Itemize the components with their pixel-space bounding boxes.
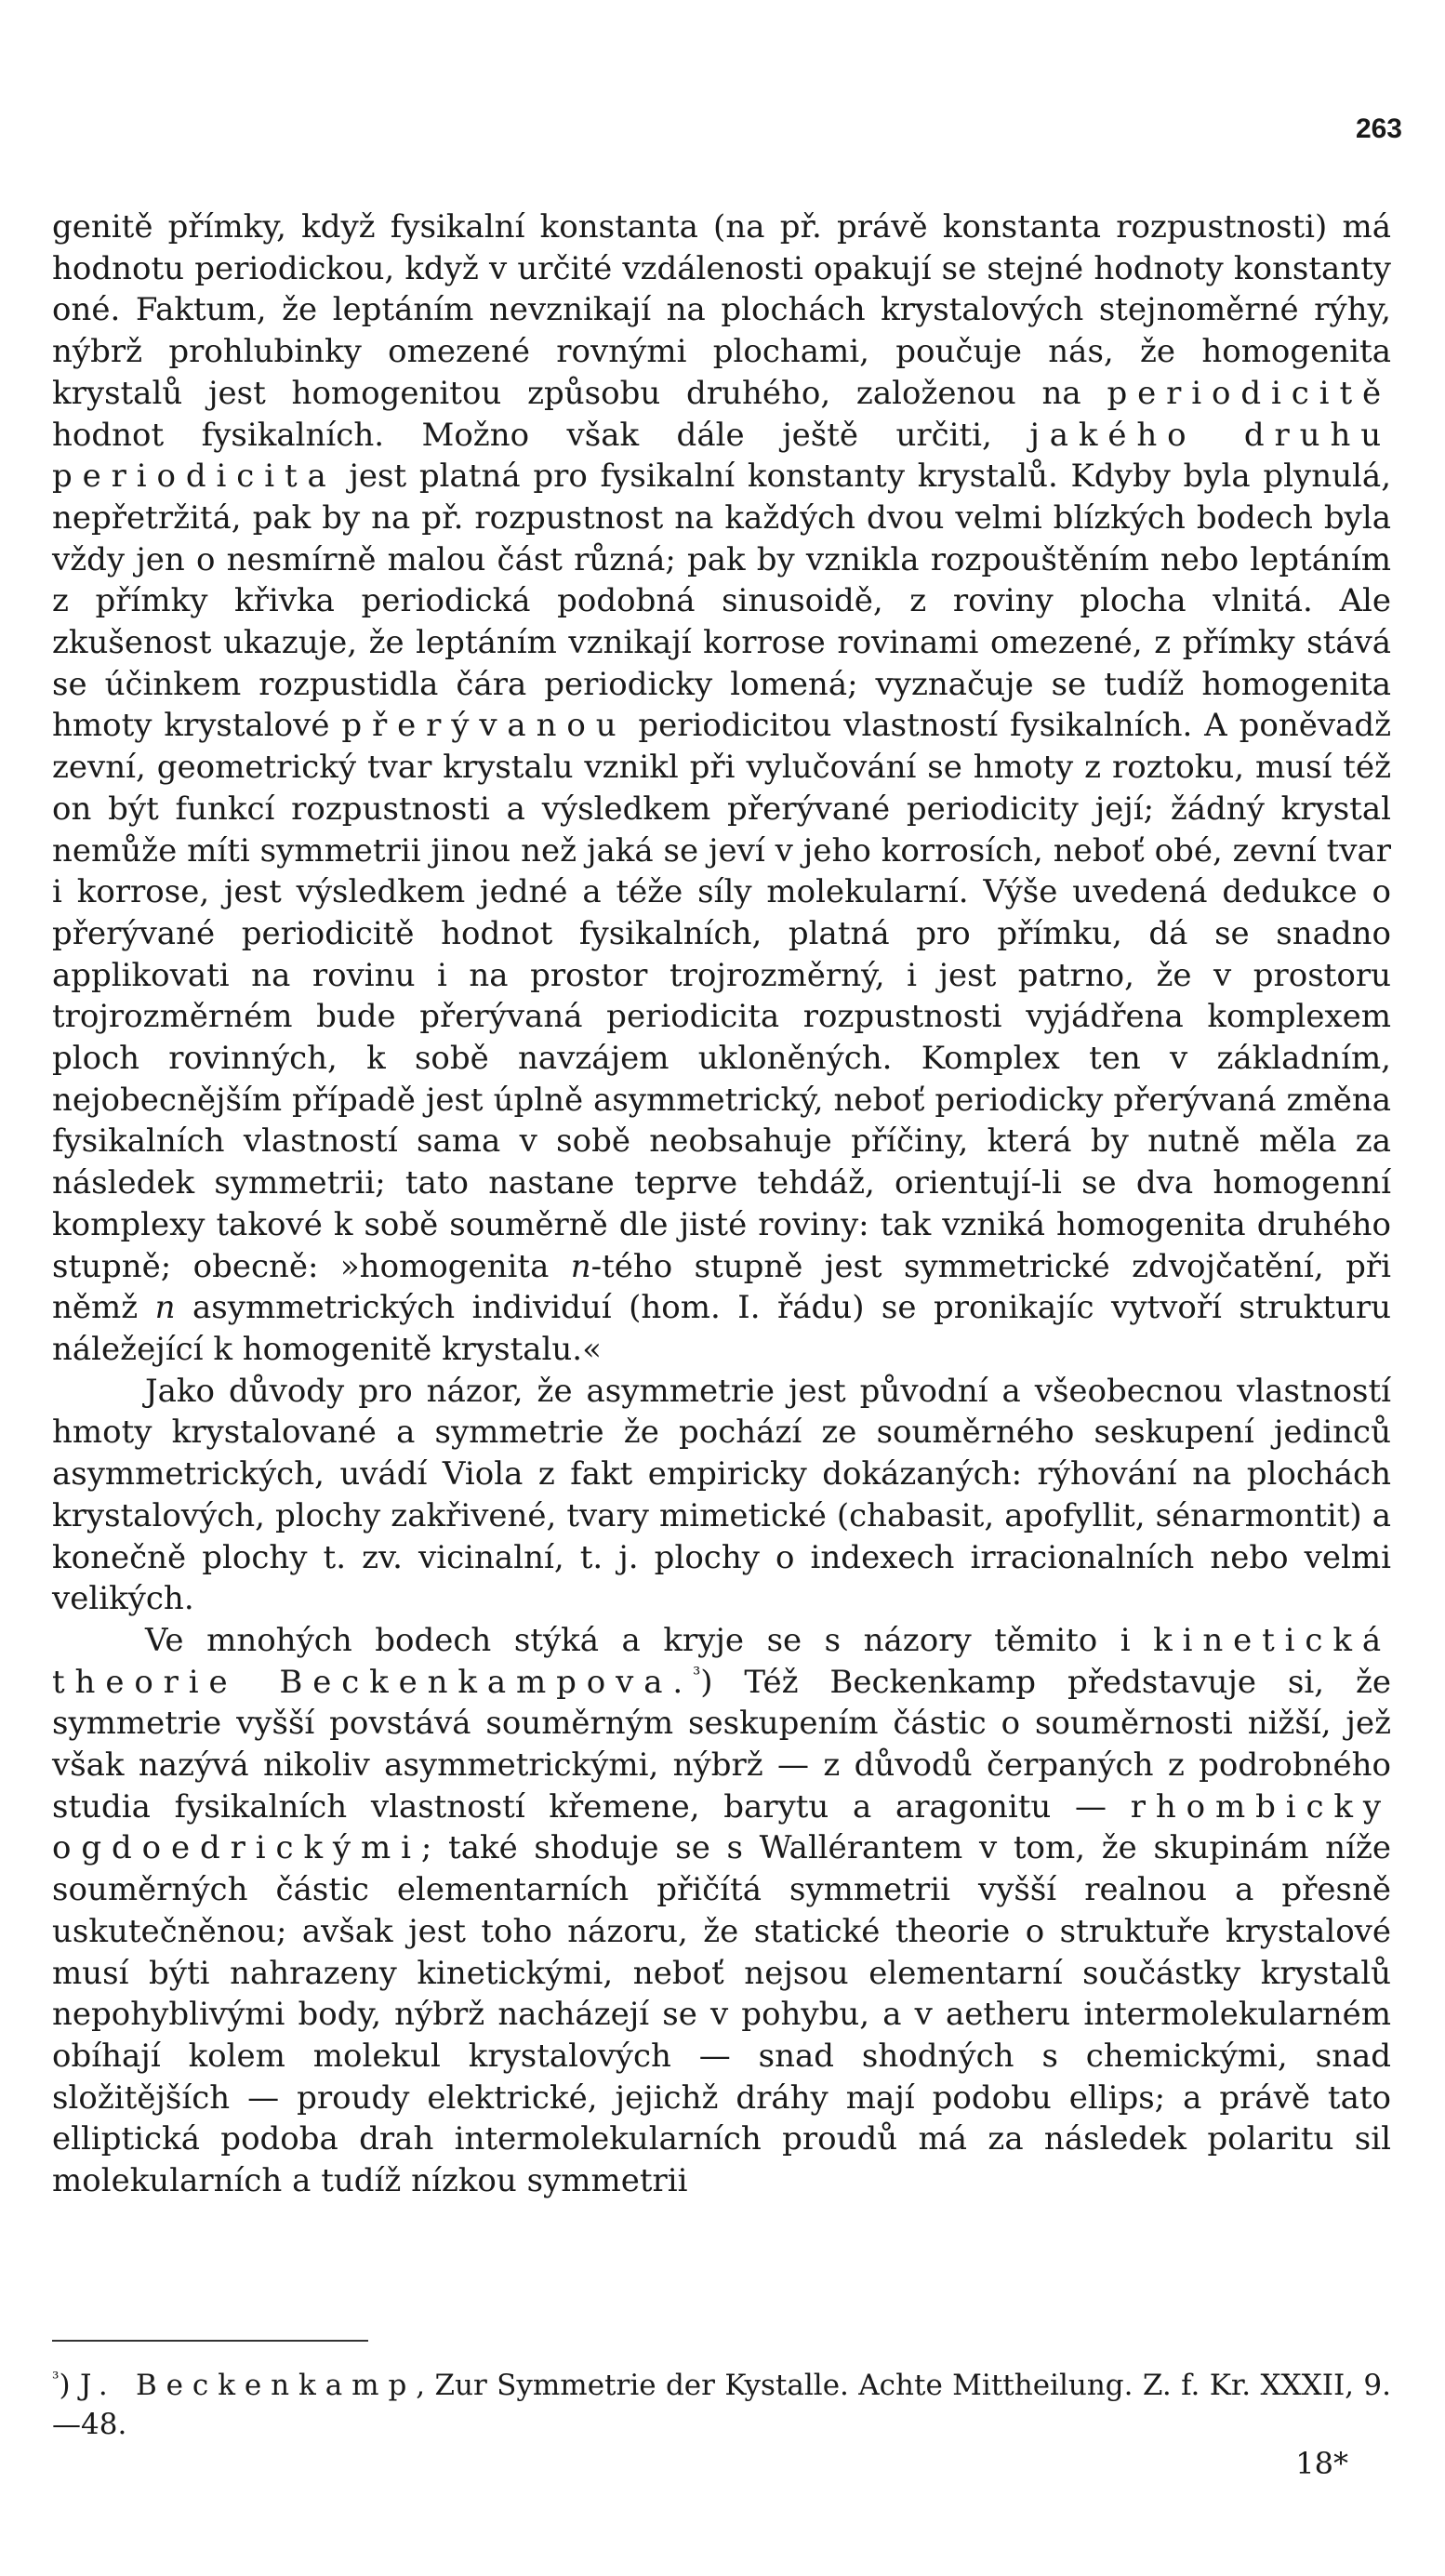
text-run: Ve mnohých bodech stýká a kryje se s názory těmito i	[145, 1621, 1154, 1659]
text-run: periodicitou vlastností fysikalních. A poněvadž zevní, geometrický tvar krystalu vznikl při vylučování se hmoty z roztoku, musí též on být funkcí rozpustnosti a výsledkem přerývané periodicity její; žádný krystal nemůže míti symmetrii jinou než jaká se jeví v jeho korrosích, neboť obé, zevní tvar i korrose, jest výsledkem jedné a téže síly molekularní. Výše uvedená dedukce o přerývané periodicitě hodnot fysikalních, platná pro přímku, dá se snadno applikovati na rovinu i na prostor trojrozměrný, i jest patrno, že v prostoru trojrozměrném bude přerývaná periodicita rozpustnosti vyjádřena komplexem ploch rovinných, k sobě navzájem ukloněných. Komplex ten v základním, nejobecnějším případě jest úplně asymmetrický, neboť periodicky přerývaná změna fysikalních vlastností sama v sobě neobsahuje příčiny, která by nutně měla za následek symmetrii; tato nastane teprve tehdáž, orientují-li se dva homogenní komplexy takové k sobě souměrně dle jisté roviny: tak vzniká homogenita druhého stupně; obecně: »homogenita	[52, 707, 1392, 1285]
paragraph-1	[52, 206, 1391, 1371]
text-run: asymmetrických individuí (hom. I. řádu) se pronikajíc vytvoří strukturu náležející k homogenitě krystalu.«	[52, 1289, 1391, 1368]
paragraph-2	[52, 1371, 1391, 1620]
text-run: Jako důvody pro názor, že asymmetrie jest původní a všeobecnou vlastností hmoty krystalované a symmetrie že pochází ze souměrného seskupení jedinců asymmetrických, uvádí Viola z fakt empiricky dokázaných: rýhování na plochách krystalových, plochy zakřivené, tvary mimetické (chabasit, apofyllit, sénarmontit) a konečně plochy t. zv. vicinalní, t. j. plochy o indexech irracionalních nebo velmi velikých.	[52, 1372, 1391, 1618]
text-run: jest platná pro fysikalní konstanty krystalů. Kdyby byla plynulá, nepřetržitá, pak by na př. rozpustnost na každých dvou velmi blízkých bodech byla vždy jen o nesmírně malou část různá; pak by vznikla rozpouštěním nebo leptáním z přímky křivka periodická podobná sinusoidě, z roviny plocha vlnitá. Ale zkušenost ukazuje, že leptáním vznikají korrose rovinami omezené, z přímky stává se účinkem rozpustidla čára periodicky lomená; vyznačuje se tudíž homogenita hmoty krystalové	[52, 458, 1391, 745]
page-number: 263	[1355, 113, 1402, 144]
text-run: hodnot fysikalních. Možno však dále ještě určiti,	[52, 416, 1030, 454]
footnote-text: , Zur Symmetrie der Kystalle. Achte Mittheilung. Z. f. Kr. XXXII, 9.—48.	[52, 2369, 1391, 2441]
footnote	[52, 2366, 1391, 2444]
italic-variable: n	[154, 1289, 176, 1327]
text-run: genitě přímky, když fysikalní konstanta (na př. právě konstanta rozpustnosti) má hodnotu periodickou, když v určité vzdálenosti opakují se stejné hodnoty konstanty oné. Faktum, že leptáním nevznikají na plochách krystalových stejnoměrné rýhy, nýbrž prohlubinky omezené rovnými plochami, poučuje nás, že homogenita krystalů jest homogenitou způsobu druhého, založenou na	[52, 208, 1391, 412]
paragraph-3	[52, 1620, 1391, 2202]
text-run: ) Též Beckenkamp představuje si, že symmetrie vyšší povstává souměrným seskupením částic o souměrnosti nižší, jež však nazývá nikoliv asymmetrickými, nýbrž — z důvodů čerpaných z podrobného studia fysikalních vlastností křemene, barytu a aragonitu —	[52, 1663, 1391, 1826]
footnote-author: J. Beckenkamp	[79, 2369, 417, 2402]
spaced-emphasis: rhombicky ogdoedrickými	[52, 1787, 1391, 1867]
spaced-emphasis: kinetická theorie Beckenkampova.	[52, 1621, 1391, 1701]
footnote-ref: ³	[693, 1663, 701, 1686]
spaced-emphasis: periodicitě	[1107, 374, 1391, 412]
spaced-emphasis: přerývanou	[341, 707, 627, 745]
text-run: -tého stupně jest symmetrické zdvojčatění, při němž	[52, 1247, 1391, 1327]
spaced-emphasis: jakého druhu periodicita	[52, 416, 1391, 496]
signature-mark: 18*	[1295, 2446, 1348, 2481]
text-run: ; také shoduje se s Wallérantem v tom, že skupinám níže souměrných částic elementarních přičítá symmetrii vyšší realnou a přesně uskutečněnou; avšak jest toho názoru, že statické theorie o struktuře krystalové musí býti nahrazeny kinetickými, neboť nejsou elementarní součástky krystalů nepohyblivými body, nýbrž nacházejí se v pohybu, a v aetheru intermolekularném obíhají kolem molekul krystalových — snad shodných s chemickými, snad složitějších — proudy elektrické, jejichž dráhy mají podobu ellips; a právě tato elliptická podoba drah intermolekularních proudů má za následek polaritu sil molekularních a tudíž nízkou symmetrii	[52, 1829, 1391, 2200]
body-text	[52, 206, 1391, 2202]
footnote-marker: $^{^3}$)	[52, 2369, 80, 2402]
italic-variable: n	[570, 1247, 591, 1285]
footnote-divider	[52, 2340, 368, 2342]
